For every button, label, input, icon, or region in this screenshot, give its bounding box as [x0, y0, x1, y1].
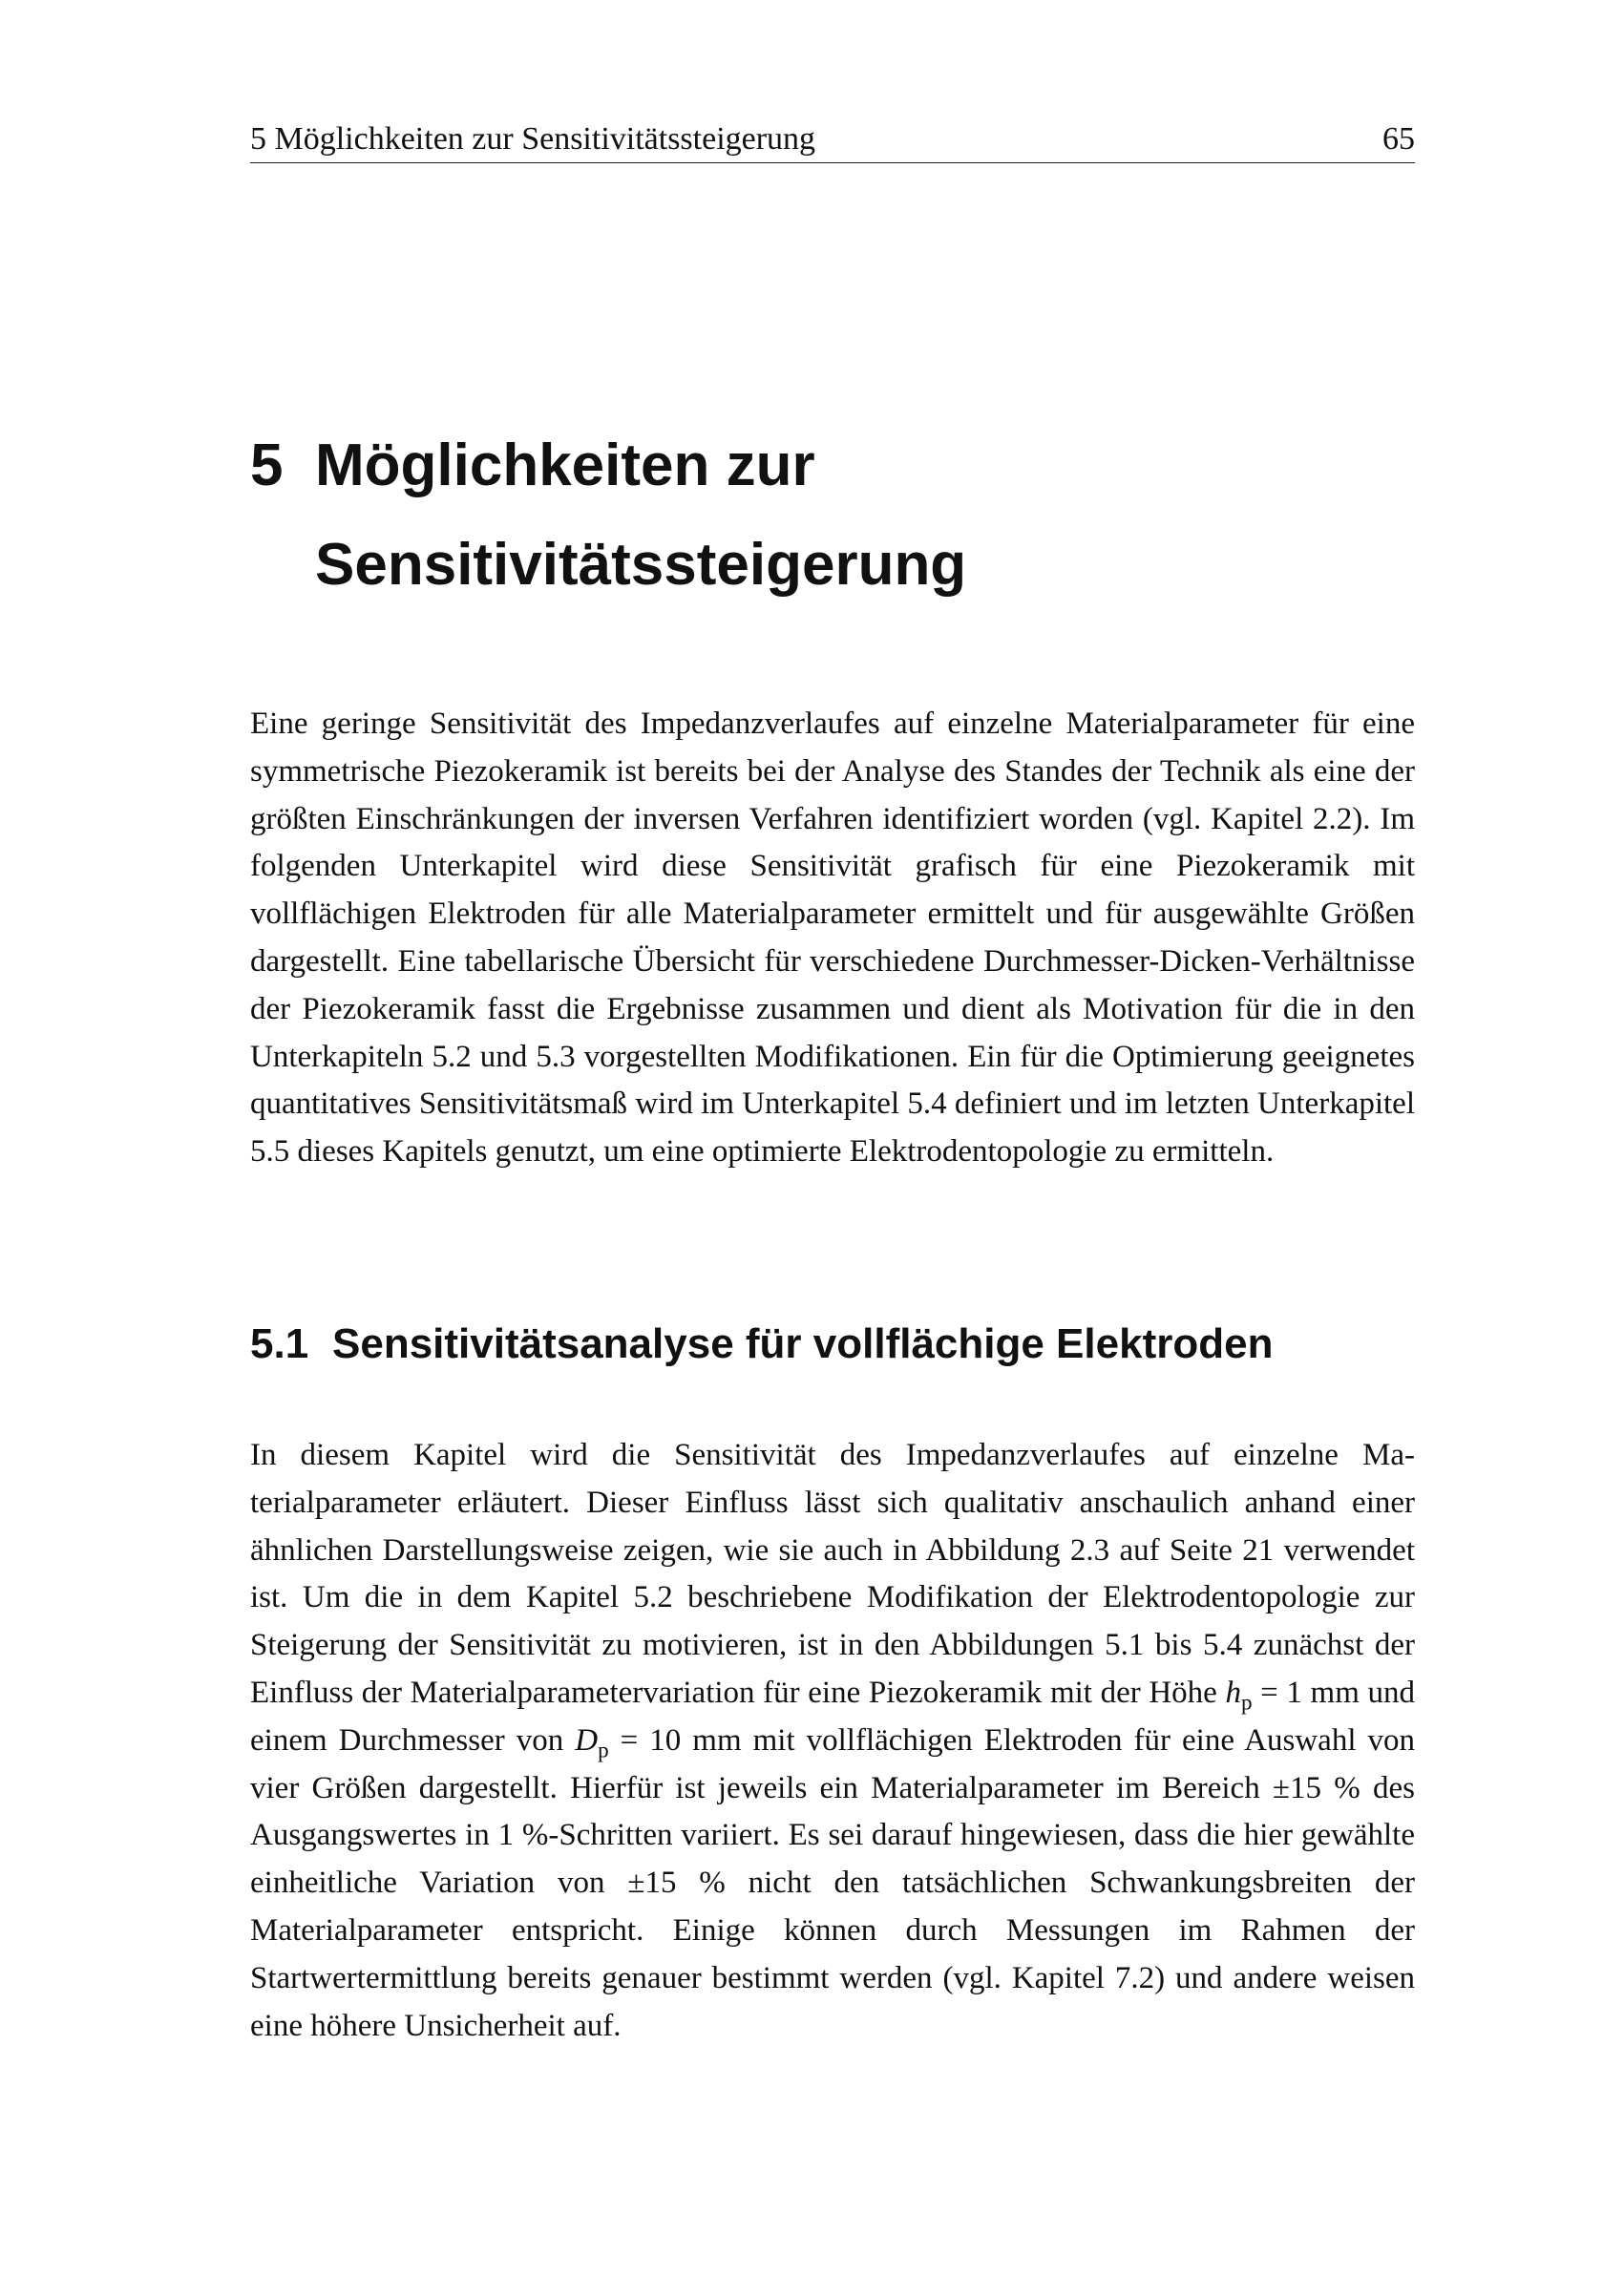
running-head-title: 5 Möglichkeiten zur Sensitivitätssteigerung: [250, 121, 816, 157]
section-paragraph-part1: In diesem Kapitel wird die Sensitivität des Impedanzverlaufes auf einzelne Materialparameter erläutert. Dieser Einfluss lässt sich qualitativ anschaulich anhand einer ähnlichen Darstellungsweise zeigen, wie sie auch in Abbildung 2.3 auf Seite 21 verwendet ist. Um die in dem Kapitel 5.2 beschriebene Modifikation der Elektrodentopologie zur Steigerung der Sensitivität zu motivieren, ist in den Abbildungen 5.1 bis 5.4 zunächst der Einfluss der Materialparametervariation für eine Piezokeramik mit der Höhe: [250, 1438, 1415, 1710]
section-paragraph-part2: = 1 mm und einem Durchmesser von: [250, 1675, 1415, 1758]
height-subscript: p: [1240, 1689, 1253, 1715]
intro-paragraph: Eine geringe Sensitivität des Impedanzverlaufes auf einzelne Materialparameter für eine symmetrische Piezokeramik ist bereits bei der Analyse des Standes der Technik als eine der größten Einschränkungen der inversen Verfahren identifiziert worden (vgl. Kapitel 2.2). Im folgenden Unterkapitel wird diese Sensitivität grafisch für eine Piezokeramik mit vollflächigen Elektroden für alle Materialparameter ermittelt und für ausgewählte Größen dargestellt. Eine tabellarische Übersicht für verschiedene Durchmesser-Dicken-Verhältnisse der Piezokeramik fasst die Ergebnisse zusammen und dient als Motivation für die in den Unterkapiteln 5.2 und 5.3 vorgestellten Modifikationen. Ein für die Optimierung geeignetes quantitatives Sensitivitätsmaß wird im Unterkapitel 5.4 definiert und im letzten Unterkapitel 5.5 dieses Kapitels genutzt, um eine optimierte Elektrodentopologie zu ermitteln.: [250, 707, 1415, 1170]
diameter-subscript: p: [598, 1737, 609, 1762]
height-symbol: h: [1225, 1675, 1241, 1710]
chapter-heading-line1: [250, 416, 966, 516]
page-number: 65: [1382, 121, 1415, 157]
diameter-symbol: D: [575, 1722, 599, 1758]
chapter-number: 5: [250, 432, 284, 498]
section-paragraph-part3: = 10 mm mit vollflächigen Elektroden für eine Auswahl von vier Größen dargestellt. Hierfür ist jeweils ein Materialparameter im Bereich ±15 % des Ausgangswertes in 1 %-Schritten variiert. Es sei darauf hingewiesen, dass die hier gewählte einheitliche Variation von ±15 % nicht den tatsächlichen Schwankungsbreiten der Materialparameter entspricht. Einige können durch Messungen im Rahmen der Startwertermittlung bereits genauer bestimmt werden (vgl. Kapitel 7.2) und andere weisen eine höhere Unsicherheit auf.: [250, 1722, 1415, 2043]
section-number: 5.1: [250, 1320, 309, 1367]
section-heading: [250, 1316, 1273, 1373]
chapter-title-line1: Möglichkeiten zur: [315, 432, 815, 498]
section-paragraph: [250, 1432, 1415, 2050]
chapter-title-line2: Sensitivitätssteigerung: [315, 532, 967, 598]
section-title: Sensitivitätsanalyse für vollflächige Elektroden: [332, 1320, 1274, 1367]
running-head: [250, 116, 1415, 163]
chapter-heading: [250, 416, 966, 615]
